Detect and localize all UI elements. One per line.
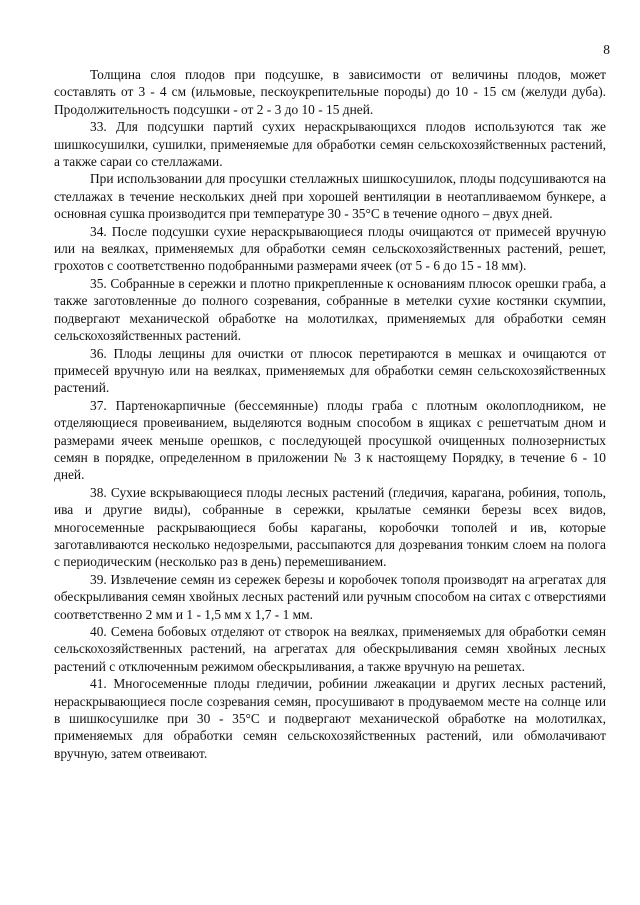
document-body: [54, 66, 606, 762]
paragraph-rack-dryers: При использовании для просушки стеллажных шишкосушилок, плоды подсушиваются на стеллажах в течение нескольких дней при хорошей вентиляции в неотапливаемом бункере, а основная сушка производится при температуре 30 - 35°С в течение одного – двух дней.: [54, 171, 606, 222]
paragraph-33: 33. Для подсушки партий сухих нераскрывающихся плодов используются так же шишкосушилки, сушилки, применяемые для обработки семян сельскохозяйственных растений, а также сараи со стеллажами.: [54, 119, 606, 170]
paragraph-38: 38. Сухие вскрывающиеся плоды лесных растений (гледичия, карагана, робиния, тополь, ива и другие виды), собранные в сережки, крылатые семянки березы всех видов, многосеменные раскрывающиеся бобы караганы, коробочки тополей и ив, которые заготавливаются несколько недозрелыми, рассыпаются для дозревания тонким слоем на полога с периодическим (несколько раз в день) перемешиванием.: [54, 484, 606, 570]
paragraph-layer-thickness: Толщина слоя плодов при подсушке, в зависимости от величины плодов, может составлять от 3 - 4 см (ильмовые, пескоукрепительные породы) до 10 - 15 см (желуди дуба). Продолжительность подсушки - от 2 - 3 до 10 - 15 дней.: [54, 67, 606, 117]
paragraph-40: 40. Семена бобовых отделяют от створок на веялках, применяемых для обработки семян сельскохозяйственных растений, на агрегатах для обескрыливания семян хвойных лесных растений с отключенным режимом обескрыливания, а также вручную на решетах.: [54, 624, 606, 674]
page-number: 8: [603, 42, 610, 57]
paragraph-39: 39. Извлечение семян из сережек березы и коробочек тополя производят на агрегатах для обескрыливания семян хвойных лесных растений или ручным способом на ситах с отверстиями соответственно 2 мм и 1 - 1,5 мм х 1,7 - 1 мм.: [54, 571, 606, 622]
paragraph-37: 37. Партенокарпичные (бессемянные) плоды граба с плотным околоплодником, не отделяющиеся провеиванием, выделяются водным способом в ящиках с решетчатым дном и размерами ячеек меньше орешков, с последующей просушкой очищенных полнозернистых семян в порядке, определенном в приложении № 3 к настоящему Порядку, в течение 6 - 10 дней.: [54, 397, 606, 483]
paragraph-34: 34. После подсушки сухие нераскрывающиеся плоды очищаются от примесей вручную или на веялках, применяемых для обработки семян сельскохозяйственных растений, решет, грохотов с соответственно подобранными размерами ячеек (от 5 - 6 до 15 - 18 мм).: [54, 223, 606, 274]
paragraph-35: 35. Собранные в сережки и плотно прикрепленные к основаниям плюсок орешки граба, а также заготовленные до полного созревания, собранные в метелки сухие костянки скумпии, подвергают механической обработке на молотилках, применяемых для обработки семян сельскохозяйственных растений.: [54, 275, 606, 344]
paragraph-36: 36. Плоды лещины для очистки от плюсок перетираются в мешках и очищаются от примесей вручную или на веялках, применяемых для обработки семян сельскохозяйственных растений.: [54, 345, 606, 396]
paragraph-41: 41. Многосеменные плоды гледичии, робинии лжеакации и других лесных растений, нераскрывающиеся после созревания семян, просушивают в продуваемом месте на солнце или в шишкосушилке при 30 - 35°С и подвергают механической обработке на молотилках, применяемых для обработки семян сельскохозяйственных растений, или обмолачивают вручную, затем отвеивают.: [54, 676, 606, 761]
